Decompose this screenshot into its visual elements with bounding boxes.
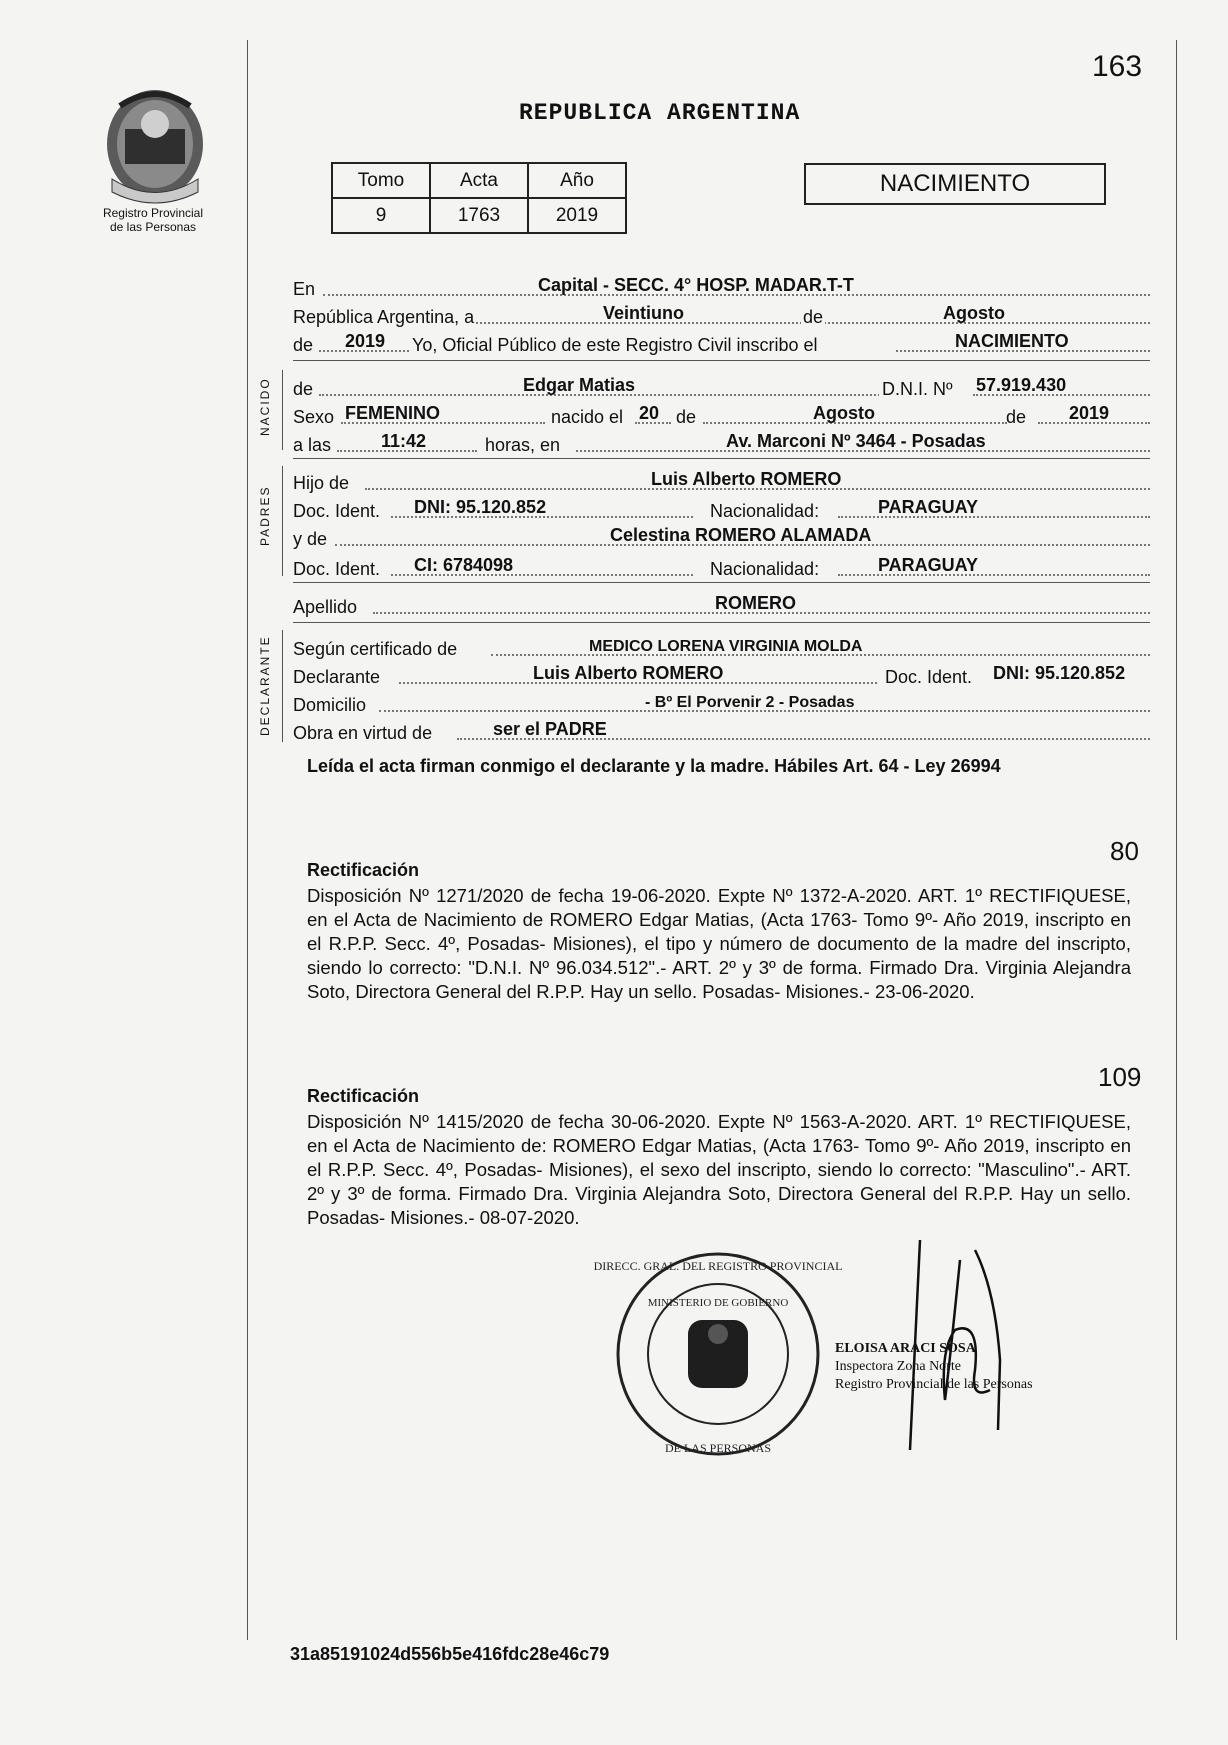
mother-doc: CI: 6784098 bbox=[414, 555, 514, 575]
intro-row-1: En Capital - SECC. 4° HOSP. MADAR.T-T bbox=[293, 272, 1150, 300]
rectification-body: Disposición Nº 1415/2020 de fecha 30-06-2020. Expte Nº 1563-A-2020. ART. 1º RECTIFIQUESE, en el Acta de Nacimiento de: ROMERO Edgar Matias, (Acta 1763- Tomo 9º- Año 2019, inscripto en el R.P.P. Secc. 4º, Posadas- Misiones), el sexo del inscripto, siendo lo correcto: "Masculino".- ART. 2º y 3º de forma. Firmado Dra. Virginia Alejandra Soto, Directora General del R.P.P. Hay un sello. Posadas- Misiones.- 08-07-2020. bbox=[307, 1111, 1131, 1228]
child-name: Edgar Matias bbox=[523, 375, 636, 395]
declarant-doc: DNI: 95.120.852 bbox=[993, 663, 1126, 683]
nacido-row-1: de Edgar Matias D.N.I. Nº 57.919.430 bbox=[293, 372, 1150, 400]
intro-row-3: de 2019 Yo, Oficial Público de este Registro Civil inscribo el NACIMIENTO bbox=[293, 328, 1150, 356]
page-number: 163 bbox=[1092, 50, 1143, 83]
surname: ROMERO bbox=[715, 593, 796, 613]
declarant-name: Luis Alberto ROMERO bbox=[533, 663, 724, 683]
nacido-row-3: a las 11:42 horas, en Av. Marconi Nº 3464 - Posadas bbox=[293, 428, 1150, 456]
declarante-row-1: Según certificado de MEDICO LORENA VIRGINIA MOLDA bbox=[293, 632, 1150, 660]
acta-header: Acta bbox=[430, 163, 528, 198]
padres-row-4: Doc. Ident. CI: 6784098 Nacionalidad: PARAGUAY bbox=[293, 552, 1150, 580]
ano-value: 2019 bbox=[528, 198, 626, 233]
document-title: REPUBLICA ARGENTINA bbox=[519, 100, 801, 126]
document-hash: 31a85191024d556b5e416fdc28e46c79 bbox=[290, 1644, 610, 1664]
declarante-row-2: Declarante Luis Alberto ROMERO Doc. Ident. DNI: 95.120.852 bbox=[293, 663, 1126, 687]
declarant-capacity: ser el PADRE bbox=[493, 719, 607, 739]
section-label-declarante: DECLARANTE bbox=[258, 635, 272, 736]
rectification-heading: Rectificación bbox=[307, 860, 420, 880]
mother-nationality: PARAGUAY bbox=[878, 555, 979, 575]
declarant-address: - Bº El Porvenir 2 - Posadas bbox=[645, 694, 855, 711]
ano-header: Año bbox=[528, 163, 626, 198]
record-day: Veintiuno bbox=[603, 303, 684, 323]
record-year: 2019 bbox=[345, 331, 386, 351]
child-dni: 57.919.430 bbox=[976, 375, 1067, 395]
birth-day: 20 bbox=[639, 403, 660, 423]
father-nationality: PARAGUAY bbox=[878, 497, 979, 517]
registered-event: NACIMIENTO bbox=[955, 331, 1069, 351]
signatory-role: Inspectora Zona Norte bbox=[835, 1359, 961, 1374]
birth-time: 11:42 bbox=[381, 431, 427, 451]
padres-row-2: Doc. Ident. DNI: 95.120.852 Nacionalidad: PARAGUAY bbox=[293, 494, 1150, 522]
signatory-name: ELOISA ARACI SOSA bbox=[835, 1341, 976, 1356]
left-margin-line bbox=[247, 40, 248, 1640]
father-name: Luis Alberto ROMERO bbox=[651, 469, 842, 489]
birth-month: Agosto bbox=[813, 403, 875, 423]
registry-name: Registro Provincial de las Personas bbox=[102, 206, 204, 234]
birth-year: 2019 bbox=[1069, 403, 1110, 423]
rectification-body: Disposición Nº 1271/2020 de fecha 19-06-2020. Expte Nº 1372-A-2020. ART. 1º RECTIFIQUESE, en el Acta de Nacimiento de ROMERO Edgar Matias, (Acta 1763- Tomo 9º- Año 2019, inscripto en el R.P.P. Secc. 4º, Posadas- Misiones), el tipo y número de documento de la madre del inscripto, siendo lo correcto: "D.N.I. Nº 96.034.512".- ART. 2º y 3º de forma. Firmado Dra. Virginia Alejandra Soto, Directora General del R.P.P. Hay un sello. Posadas- Misiones.- 23-06-2020. bbox=[307, 885, 1131, 1002]
rectification-heading: Rectificación bbox=[307, 1086, 420, 1106]
rectification-number: 80 bbox=[1110, 836, 1139, 866]
birth-place: Av. Marconi Nº 3464 - Posadas bbox=[726, 431, 986, 451]
nacido-row-2: Sexo FEMENINO nacido el 20 de Agosto de 2019 bbox=[293, 400, 1150, 428]
signatory-block bbox=[835, 1340, 1033, 1394]
father-doc: DNI: 95.120.852 bbox=[414, 497, 547, 517]
section-label-padres: PADRES bbox=[258, 485, 272, 546]
acta-value: 1763 bbox=[430, 198, 528, 233]
birth-certifier: MEDICO LORENA VIRGINIA MOLDA bbox=[589, 638, 863, 655]
province-emblem bbox=[100, 84, 210, 204]
right-margin-line bbox=[1176, 40, 1177, 1640]
closing-statement: Leída el acta firman conmigo el declarante y la madre. Hábiles Art. 64 - Ley 26994 bbox=[307, 756, 1001, 776]
svg-text:MINISTERIO DE GOBIERNO: MINISTERIO DE GOBIERNO bbox=[647, 1297, 789, 1309]
tomo-value: 9 bbox=[332, 198, 430, 233]
svg-text:DIRECC. GRAL. DEL REGISTRO PRO: DIRECC. GRAL. DEL REGISTRO PROVINCIAL bbox=[593, 1259, 843, 1273]
padres-row-3: y de Celestina ROMERO ALAMADA bbox=[293, 522, 1150, 550]
record-month: Agosto bbox=[943, 303, 1005, 323]
svg-text:DE LAS PERSONAS: DE LAS PERSONAS bbox=[664, 1441, 772, 1455]
padres-row-1: Hijo de Luis Alberto ROMERO bbox=[293, 466, 1150, 494]
declarante-row-3: Domicilio - Bº El Porvenir 2 - Posadas bbox=[293, 688, 1150, 716]
record-table bbox=[331, 162, 627, 234]
section-label-nacido: NACIDO bbox=[258, 377, 272, 436]
tomo-header: Tomo bbox=[332, 163, 430, 198]
rectification-number: 109 bbox=[1098, 1062, 1142, 1092]
intro-row-2: República Argentina, a Veintiuno de Agosto bbox=[293, 300, 1150, 328]
declarante-row-4: Obra en virtud de ser el PADRE bbox=[293, 716, 1150, 744]
signatory-org: Registro Provincial de las Personas bbox=[835, 1377, 1033, 1392]
mother-name: Celestina ROMERO ALAMADA bbox=[610, 525, 872, 545]
child-sex: FEMENINO bbox=[345, 403, 441, 423]
official-stamp bbox=[593, 1248, 843, 1460]
place-of-record: Capital - SECC. 4° HOSP. MADAR.T-T bbox=[538, 275, 854, 295]
record-type: NACIMIENTO bbox=[804, 163, 1106, 205]
apellido-row: Apellido ROMERO bbox=[293, 590, 1150, 618]
